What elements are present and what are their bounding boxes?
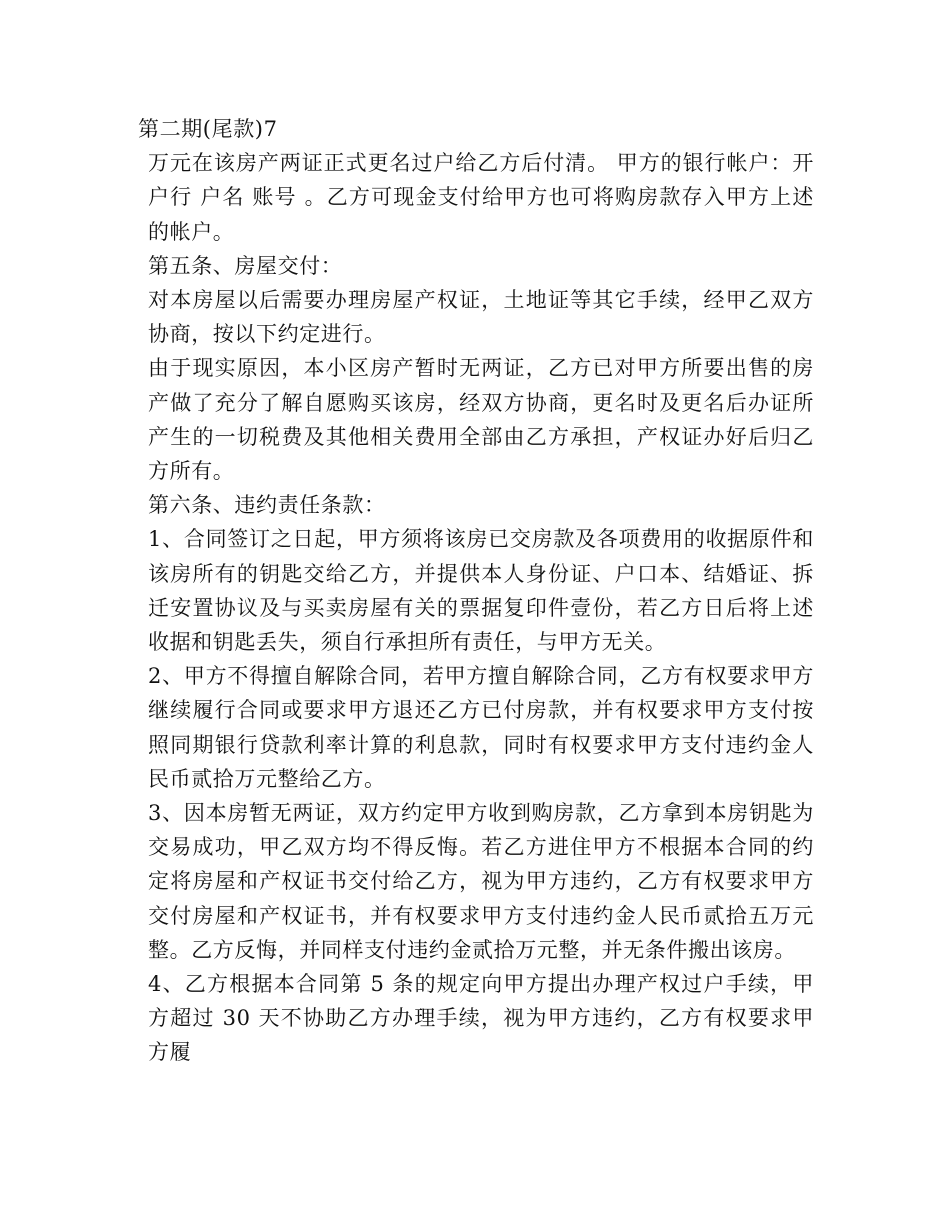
paragraph-installment-2: 第二期(尾款)7 bbox=[138, 117, 278, 141]
paragraph-payment-account: 万元在该房产两证正式更名过户给乙方后付清。 甲方的银行帐户：开户行 户名 账号 。乙方可现金支付给甲方也可将购房款存入甲方上述的帐户。 bbox=[148, 151, 814, 244]
heading-article-5: 第五条、房屋交付： bbox=[148, 253, 343, 278]
document-body bbox=[138, 112, 814, 1070]
paragraph-clause-3: 3、因本房暂无两证，双方约定甲方收到购房款，乙方拿到本房钥匙为交易成功，甲乙双方均不得反悔。若乙方进住甲方不根据本合同的约定将房屋和产权证书交付给乙方，视为甲方违约，乙方有权要求甲方交付房屋和产权证书，并有权要求甲方支付违约金人民币贰拾五万元整。乙方反悔，并同样支付违约金贰拾万元整，并无条件搬出该房。 bbox=[148, 801, 814, 962]
heading-article-6: 第六条、违约责任条款： bbox=[148, 493, 386, 518]
paragraph-clause-1: 1、合同签订之日起，甲方须将该房已交房款及各项费用的收据原件和该房所有的钥匙交给乙方，并提供本人身份证、户口本、结婚证、拆迁安置协议及与买卖房屋有关的票据复印件壹份，若乙方日后将上述收据和钥匙丢失，须自行承担所有责任，与甲方无关。 bbox=[148, 527, 814, 655]
paragraph-certificate-procedures: 对本房屋以后需要办理房屋产权证，土地证等其它手续，经甲乙双方协商，按以下约定进行。 bbox=[148, 288, 814, 347]
paragraph-clause-4: 4、乙方根据本合同第 5 条的规定向甲方提出办理产权过户手续，甲方超过 30 天不协助乙方办理手续，视为甲方违约，乙方有权要求甲方履 bbox=[148, 972, 814, 1065]
paragraph-clause-2: 2、甲方不得擅自解除合同，若甲方擅自解除合同，乙方有权要求甲方继续履行合同或要求甲方退还乙方已付房款，并有权要求甲方支付按照同期银行贷款利率计算的利息款，同时有权要求甲方支付违约金人民币贰拾万元整给乙方。 bbox=[148, 664, 814, 791]
paragraph-current-situation: 由于现实原因，本小区房产暂时无两证，乙方已对甲方所要出售的房产做了充分了解自愿购买该房，经双方协商，更名时及更名后办证所产生的一切税费及其他相关费用全部由乙方承担，产权证办好后归乙方所有。 bbox=[148, 356, 814, 484]
